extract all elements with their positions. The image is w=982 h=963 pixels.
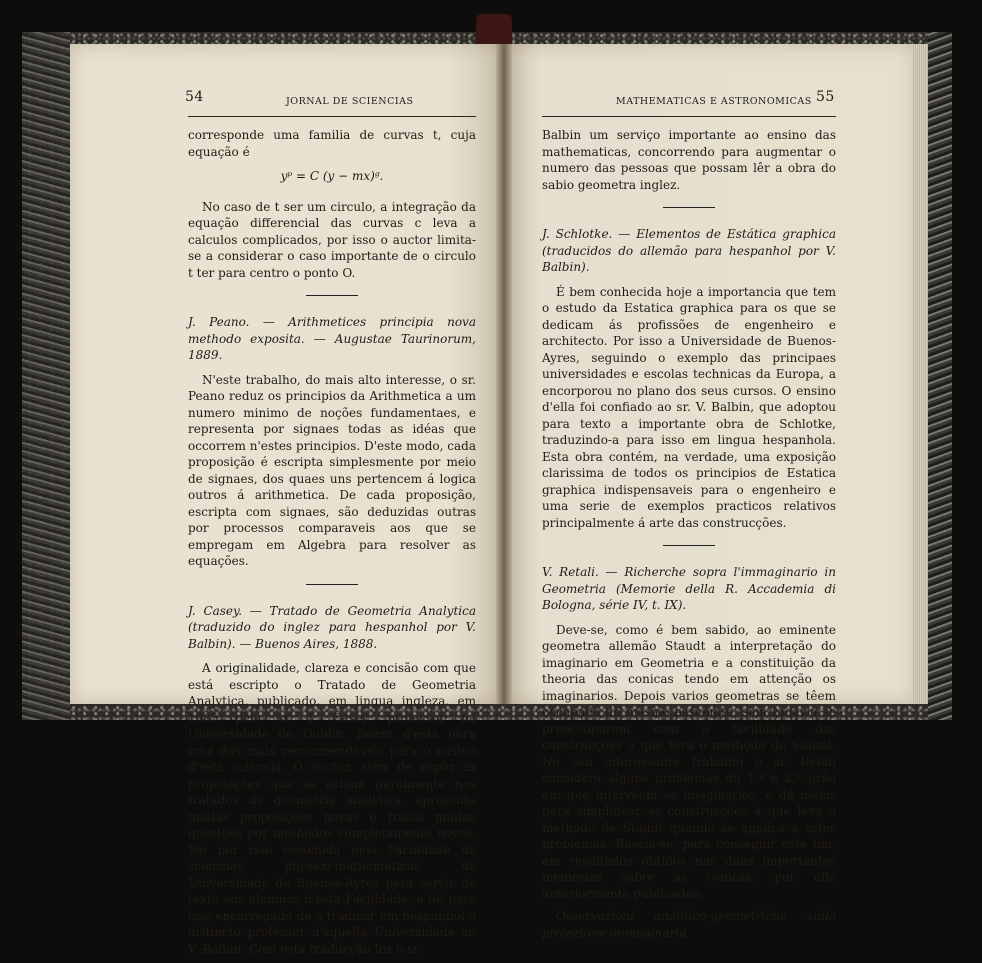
bibliographic-reference: J. Schlotke. — Elementos de Estática graphica (traducidos do allemão para hespanhol por V. Balbin). [542,227,836,274]
left-page-header [185,89,476,114]
paragraph: N'este trabalho, do mais alto interesse, o sr. Peano reduz os principios da Arithmetica a um numero minimo de noções fundamentaes, e representa por signaes todas as idéas que occorrem n'estes principios. D'este modo, cada proposição é escripta simplesmente por meio de signaes, dos quaes uns pertencem á logica outros á arithmetica. De cada proposição, escripta com signaes, são deduzidas outras por processos comparaveis aos que se empregam em Algebra para resolver as equações. [188,372,476,568]
paragraph: Balbin um serviço importante ao ensino das mathematicas, concorrendo para augmentar o numero das pessoas que possam lêr a obra do sabio geometra inglez. [542,128,836,192]
section-separator [306,584,358,585]
section-separator [306,295,358,296]
bibliographic-reference: J. Casey. — Tratado de Geometria Analytica (traduzido do inglez para hespanhol por V. Balbin). — Buenos Aires, 1888. [188,603,476,651]
paragraph: corresponde uma familia de curvas t, cuja equação é [188,128,476,159]
right-page-header [542,89,836,114]
running-head: MATHEMATICAS E ASTRONOMICAS [616,96,812,107]
paragraph: No caso de t ser um circulo, a integração da equação differencial das curvas c leva a calculos complicados, por isso o auctor limita-se a considerar o caso importante de o circulo t ter para centro o ponto O. [188,199,476,280]
paragraph: Osservazioni analitico-geometriche sulla projezione immaginaria [542,909,836,940]
left-page-content [185,89,476,963]
paragraph: É bem conhecida hoje a importancia que tem o estudo da Estatica graphica para os que se dedicam ás profissões de engenheiro e architecto. Por isso a Universidade de Buenos-Ayres, seguindo o exemplo das principaes universidades e escolas technicas da Europa, a encorporou no plano dos seus cursos. O ensino d'ella foi confiado ao sr. V. Balbin, que adoptou para texto a importante obra de Schlotke, traduzindo-a para isso em lingua hespanhola. Esta obra contém, na verdade, uma exposição clarissima de todos os principios de Estatica graphica indispensaveis para o engenheiro e uma serie de exemplos practicos relativos principalmente á arte das construcções. [542,284,836,530]
cover-marbled-edge-left [22,32,70,720]
page-number: 55 [816,89,835,105]
equation: yᵖ = C (y − mx)ᵍ. [280,169,384,183]
book-gutter [496,44,512,704]
header-rule [188,116,476,117]
bibliographic-reference: J. Peano. — Arithmetices principia nova methodo exposita. — Augustae Taurinorum, 1889. [188,315,476,362]
cover-marbled-edge-right [928,32,952,720]
page-number: 54 [185,89,204,105]
page-stack-edge [912,44,928,704]
header-rule [542,116,836,117]
section-separator [663,545,715,546]
section-separator [663,207,715,208]
running-head: JORNAL DE SCIENCIAS [286,96,414,107]
paragraph: A originalidade, clareza e concisão com que está escripto o Tratado de Geometria Analytica, publicado, em lingua ingleza, em 1885 pelo sr. J. Casey, professor na Universidade de Dublin, fazem d'esta obra uma das mais recommendaveis para o ensino d'esta sciencia. O auctor, além de expôr as proposições que se acham geralmente nos tratados de geometria analytica, apresenta muitas proposições novas e tracta muitas questões por methodos completamente novos. Foi por isso escolhida pela Faculdade de sciencias physico-mathematicas da Universidade de Buenos-Ayres para servir de texto aos alumnos d'esta Faculdade, e foi para isso encarregado de a traduzir em hespanhol o distincto professor d'aquella Universidade sr. V. Balbin. Com esta traducção fez o sr. [188,661,476,956]
right-page-content [542,89,836,947]
paragraph: Deve-se, como é bem sabido, ao eminente geometra allemão Staudt a interpretação do imaginario em Geometria e a constituição da theoria das conicas tendo em attenção os imaginarios. Depois varios geometras se têem occupado do mesmo assumpto, sem todavia se preoccuparem com a facilidade das construcções a que leva o methodo de Staudt. No seu interessante trabalho o sr. Retali considera alguns problemas do 1.º e 2.º grão em que intervêem os imaginarios, e dá meios para simplificar as construcções a que leva o methodo de Staudt quando se applica a estes problemas. Baseia-se, para conseguir este fim, em resultados obtidos nas duas importantes memorias sobre as conicas, por elle anteriormente publicadas: [542,622,836,901]
bibliographic-reference: V. Retali. — Richerche sopra l'immaginario in Geometria (Memorie della R. Accademia di Bologna, série IV, t. IX). [542,565,836,612]
